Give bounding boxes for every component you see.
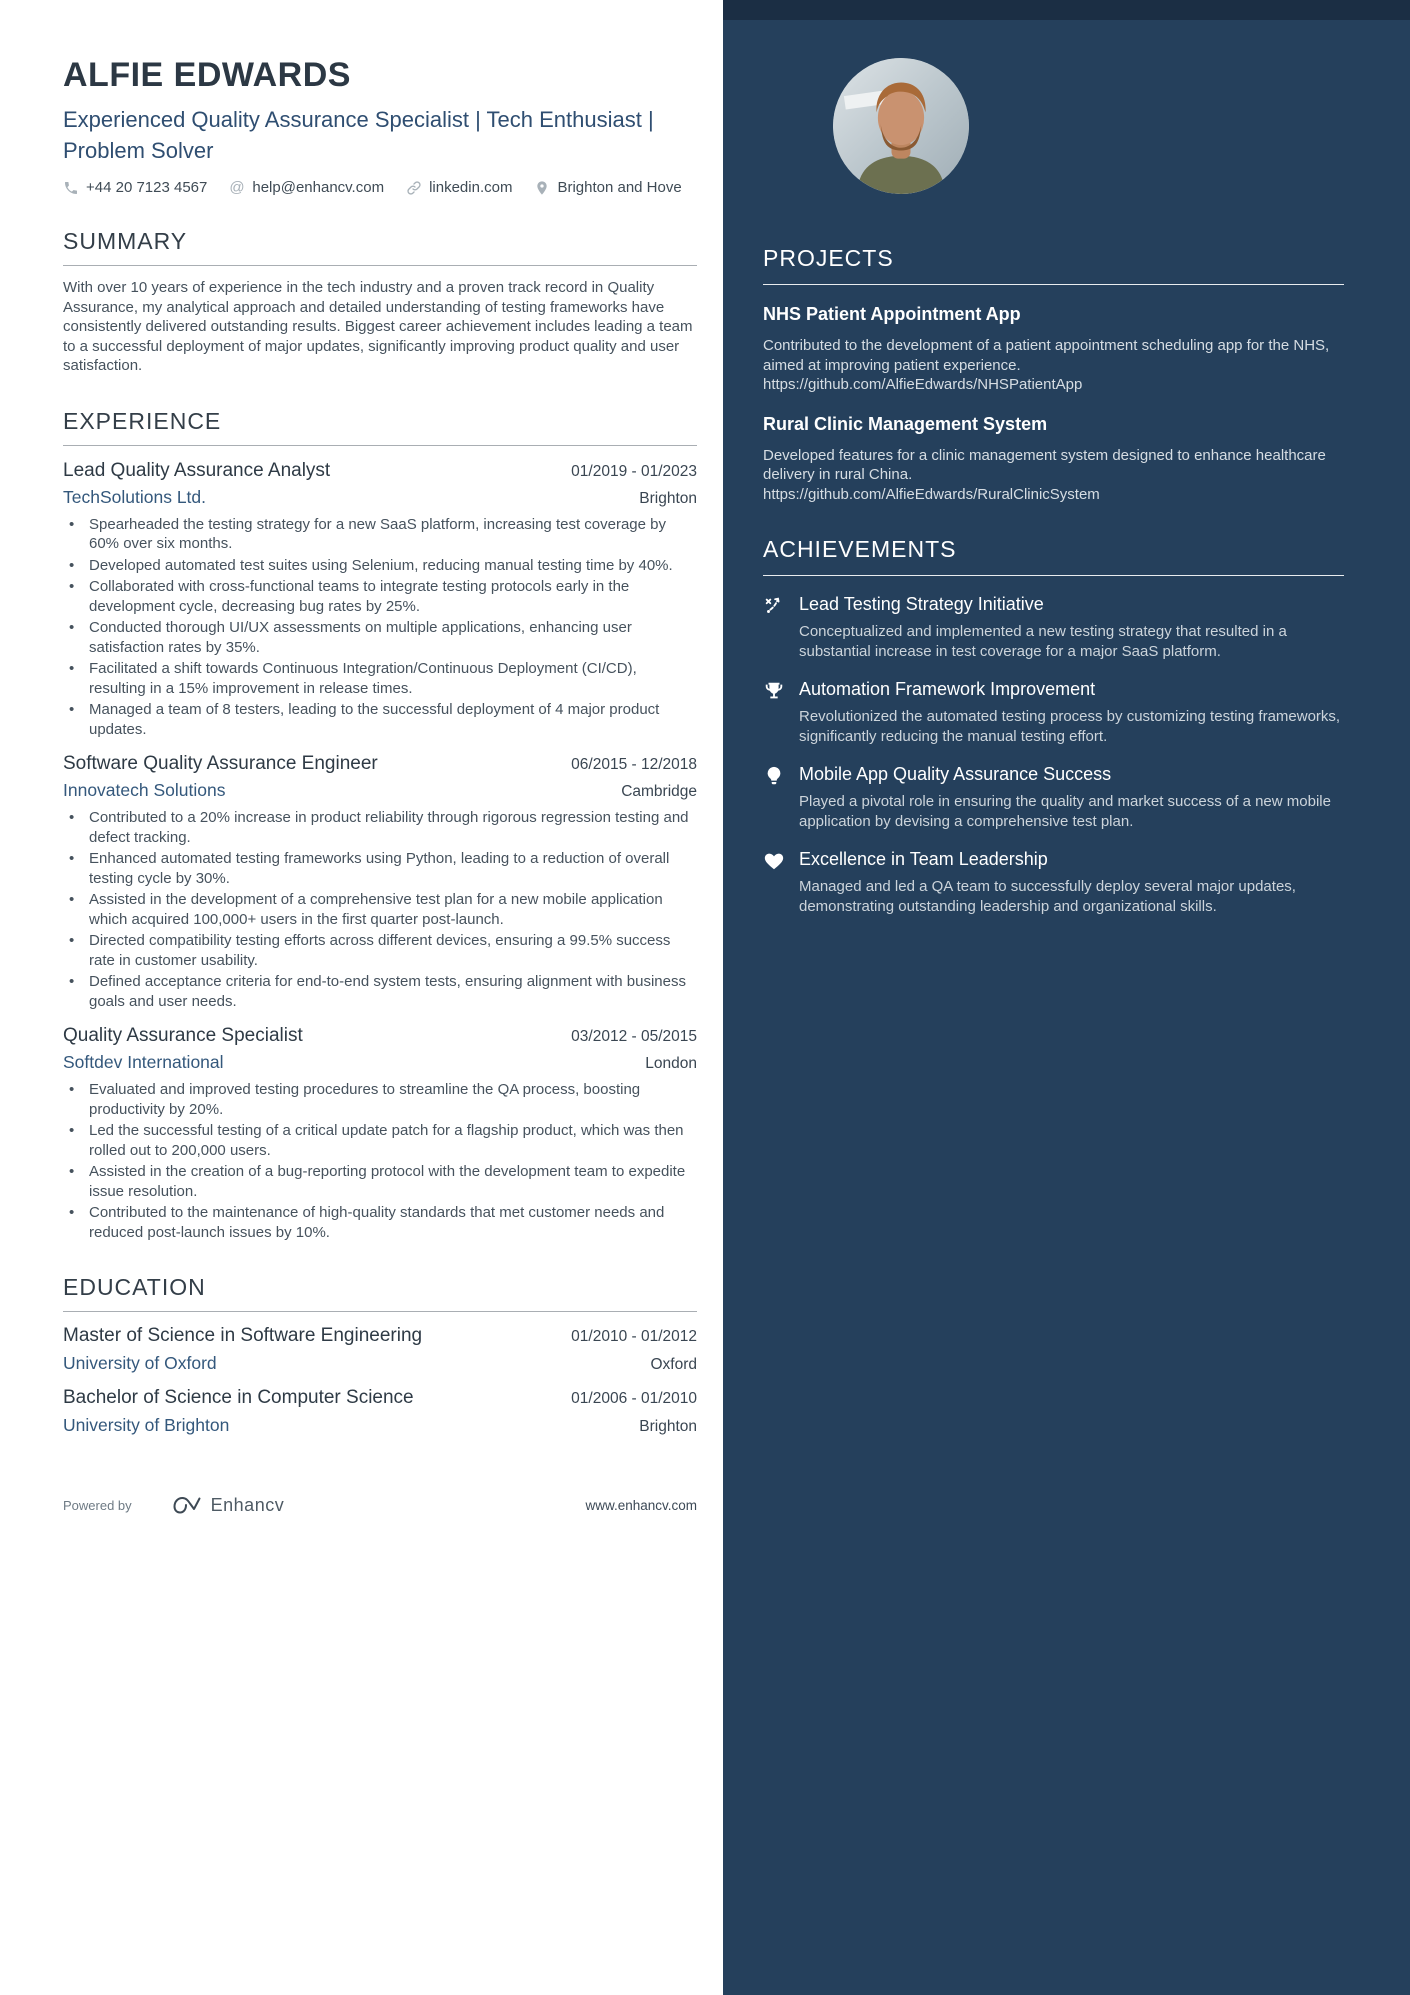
avatar xyxy=(833,58,969,194)
experience-heading: EXPERIENCE xyxy=(63,408,697,446)
job-bullet: • Facilitated a shift towards Continuous Integration/Continuous Deployment (CI/CD), resulting in a 15% improvement in release times. xyxy=(63,659,697,698)
education-entry xyxy=(63,1325,697,1374)
school-name: University of Oxford xyxy=(63,1353,217,1373)
linkedin-item xyxy=(406,179,512,196)
footer xyxy=(63,1494,697,1516)
phone-icon xyxy=(63,180,79,196)
achievement-description: Revolutionized the automated testing process by customizing testing frameworks, significantly reducing the manual testing effort. xyxy=(799,708,1341,745)
job-title: Software Quality Assurance Engineer xyxy=(63,753,378,774)
project-link[interactable]: https://github.com/AlfieEdwards/RuralClinicSystem xyxy=(763,485,1100,503)
achievement-entry xyxy=(763,593,1344,661)
job-bullet: • Conducted thorough UI/UX assessments on multiple applications, enhancing user satisfaction rates by 35%. xyxy=(63,618,697,657)
main-column xyxy=(63,0,697,1436)
achievement-title: Excellence in Team Leadership xyxy=(799,849,1048,869)
sidebar-top-band xyxy=(723,0,1410,20)
summary-text: With over 10 years of experience in the tech industry and a proven track record in Quality Assurance, my analytical approach and detailed understanding of testing frameworks have consistently delivered outstanding results. Biggest career achievement includes leading a team to a successful deployment of major updates, significantly improving product quality and user satisfaction. xyxy=(63,279,693,374)
achievement-title: Mobile App Quality Assurance Success xyxy=(799,764,1112,784)
job-bullet: • Assisted in the creation of a bug-reporting protocol with the development team to expedite issue resolution. xyxy=(63,1162,697,1201)
brand-name[interactable]: Enhancv xyxy=(210,1494,285,1515)
summary-section xyxy=(63,228,697,376)
degree-name: Master of Science in Software Engineering xyxy=(63,1325,423,1346)
achievement-entry xyxy=(763,848,1344,916)
candidate-name: ALFIE EDWARDS xyxy=(63,56,351,94)
linkedin-link[interactable]: linkedin.com xyxy=(429,179,513,196)
school-location: Brighton xyxy=(639,1418,697,1435)
job-company: Innovatech Solutions xyxy=(63,780,226,800)
job-bullet: • Led the successful testing of a critical update patch for a flagship product, which was then rolled out to 200,000 users. xyxy=(63,1121,697,1160)
at-icon: @ xyxy=(229,178,245,196)
school-location: Oxford xyxy=(650,1356,697,1373)
job-bullet: • Contributed to a 20% increase in product reliability through rigorous regression testing and defect tracking. xyxy=(63,808,697,847)
job-entry xyxy=(63,753,697,1011)
phone-number[interactable]: +44 20 7123 4567 xyxy=(86,179,208,196)
job-company: TechSolutions Ltd. xyxy=(63,486,207,507)
job-bullet: • Spearheaded the testing strategy for a new SaaS platform, increasing test coverage by 60% over six months. xyxy=(63,515,697,554)
summary-heading: SUMMARY xyxy=(63,228,697,266)
lightbulb-icon xyxy=(763,763,799,831)
enhancv-logo[interactable] xyxy=(172,1494,285,1516)
job-bullet: • Contributed to the maintenance of high-quality standards that met customer needs and reduced post-launch issues by 10%. xyxy=(63,1203,697,1242)
location-pin-icon xyxy=(534,180,550,196)
experience-section xyxy=(63,408,697,1243)
project-entry xyxy=(763,412,1344,505)
location-item xyxy=(534,179,681,196)
sidebar xyxy=(723,0,1410,1995)
job-bullet: • Developed automated test suites using Selenium, reducing manual testing time by 40%. xyxy=(63,556,697,576)
education-dates: 01/2010 - 01/2012 xyxy=(571,1328,697,1345)
achievement-title: Automation Framework Improvement xyxy=(799,679,1096,699)
job-location: Brighton xyxy=(639,489,697,507)
achievement-description: Played a pivotal role in ensuring the quality and market success of a new mobile application by devising a comprehensive test plan. xyxy=(799,793,1331,830)
job-location: London xyxy=(645,1055,697,1072)
achievements-heading: ACHIEVEMENTS xyxy=(763,536,1344,576)
job-bullet: • Directed compatibility testing efforts across different devices, ensuring a 99.5% success rate in customer usability. xyxy=(63,931,697,970)
education-entry xyxy=(63,1387,697,1436)
project-title: NHS Patient Appointment App xyxy=(763,304,1021,324)
job-title: Lead Quality Assurance Analyst xyxy=(63,459,331,481)
achievement-entry xyxy=(763,763,1344,831)
job-bullet: • Enhanced automated testing frameworks using Python, leading to a reduction of overall testing cycle by 30%. xyxy=(63,849,697,888)
job-bullet: • Defined acceptance criteria for end-to-end system tests, ensuring alignment with business goals and user needs. xyxy=(63,972,697,1011)
contact-row xyxy=(63,179,697,196)
link-icon xyxy=(406,180,422,196)
job-bullet: • Collaborated with cross-functional teams to integrate testing protocols early in the development cycle, decreasing bug rates by 25%. xyxy=(63,577,697,616)
job-bullet: • Managed a team of 8 testers, leading to the successful deployment of 4 major product updates. xyxy=(63,700,697,739)
project-description: Contributed to the development of a patient appointment scheduling app for the NHS, aimed at improving patient experience. xyxy=(763,337,1330,374)
job-bullet: • Assisted in the development of a comprehensive test plan for a new mobile application which acquired 100,000+ users in the first quarter post-launch. xyxy=(63,890,697,929)
job-entry xyxy=(63,1025,697,1242)
project-description: Developed features for a clinic management system designed to enhance healthcare delivery in rural China. xyxy=(763,446,1326,483)
powered-by-label: Powered by xyxy=(63,1497,132,1513)
candidate-headline: Experienced Quality Assurance Specialist | Tech Enthusiast | Problem Solver xyxy=(63,107,654,163)
education-dates: 01/2006 - 01/2010 xyxy=(571,1390,697,1407)
job-bullets xyxy=(63,1080,697,1242)
sidebar-content xyxy=(763,245,1344,916)
job-bullet: • Evaluated and improved testing procedures to streamline the QA process, boosting productivity by 20%. xyxy=(63,1080,697,1119)
project-link[interactable]: https://github.com/AlfieEdwards/NHSPatientApp xyxy=(763,376,1083,393)
location-text: Brighton and Hove xyxy=(557,179,682,196)
job-dates: 01/2019 - 01/2023 xyxy=(571,462,697,480)
achievement-entry xyxy=(763,678,1344,746)
achievement-description: Conceptualized and implemented a new testing strategy that resulted in a substantial increase in test coverage for a major SaaS platform. xyxy=(799,623,1287,660)
phone-item xyxy=(63,179,207,196)
email-address[interactable]: help@enhancv.com xyxy=(252,179,385,196)
heart-icon xyxy=(763,848,799,916)
site-url[interactable]: www.enhancv.com xyxy=(585,1497,697,1513)
project-title: Rural Clinic Management System xyxy=(763,413,1048,434)
job-dates: 06/2015 - 12/2018 xyxy=(571,756,697,773)
education-section xyxy=(63,1274,697,1436)
job-entry xyxy=(63,460,697,740)
degree-name: Bachelor of Science in Computer Science xyxy=(63,1387,414,1408)
job-company: Softdev International xyxy=(63,1052,224,1072)
job-title: Quality Assurance Specialist xyxy=(63,1025,303,1046)
project-entry xyxy=(763,302,1344,395)
job-dates: 03/2012 - 05/2015 xyxy=(571,1028,697,1045)
trophy-icon xyxy=(763,678,799,746)
job-bullets xyxy=(63,515,697,740)
achievements-section xyxy=(763,536,1344,916)
projects-section xyxy=(763,245,1344,504)
job-location: Cambridge xyxy=(621,783,697,800)
education-heading: EDUCATION xyxy=(63,1274,697,1312)
achievement-description: Managed and led a QA team to successfully deploy several major updates, demonstrating outstanding leadership and organizational skills. xyxy=(799,878,1296,915)
email-item xyxy=(229,179,384,196)
avatar-portrait xyxy=(833,58,969,194)
achievement-title: Lead Testing Strategy Initiative xyxy=(799,594,1044,614)
school-name: University of Brighton xyxy=(63,1415,230,1435)
strategy-icon xyxy=(763,593,799,661)
job-bullets xyxy=(63,808,697,1011)
projects-heading: PROJECTS xyxy=(763,245,1344,285)
enhancv-logo-icon xyxy=(172,1494,202,1516)
